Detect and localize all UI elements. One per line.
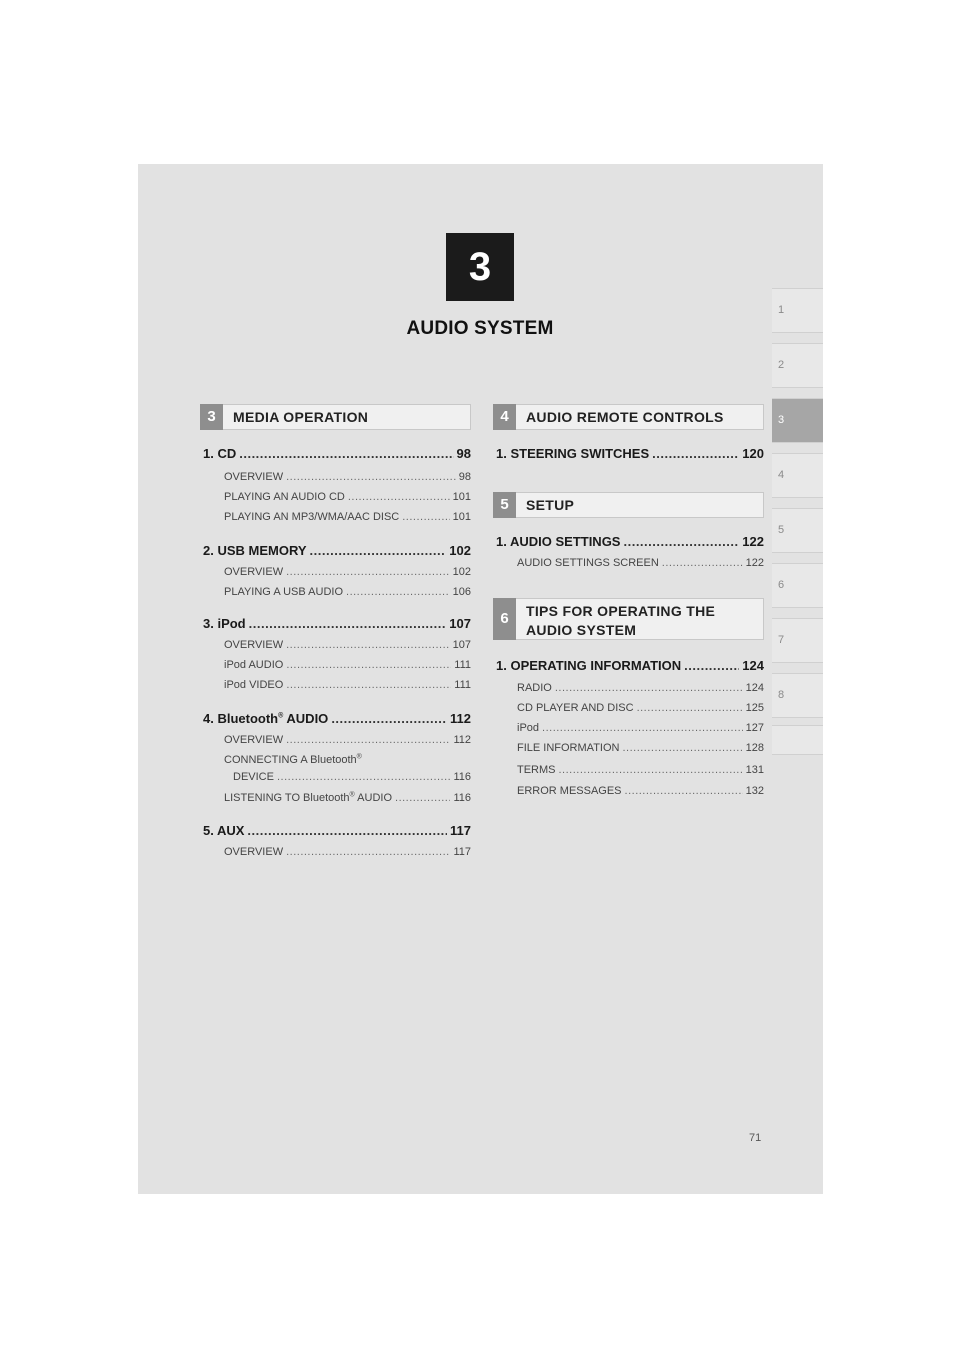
chapter-number-badge: 3 — [446, 233, 514, 301]
toc-entry-bluetooth-audio[interactable]: 4. Bluetooth® AUDIO ..... 112 — [203, 711, 471, 726]
section-number: 5 — [493, 492, 516, 518]
toc-entry-steering-switches[interactable]: 1. STEERING SWITCHES ..... 120 — [496, 446, 764, 461]
toc-entry-cd-player-and-disc[interactable]: CD PLAYER AND DISC ..... 125 — [517, 702, 764, 714]
chapter-tab-8[interactable]: 8 — [772, 673, 823, 718]
section-header-media-operation — [200, 404, 471, 430]
toc-entry-error-messages[interactable]: ERROR MESSAGES ..... 132 — [517, 785, 764, 797]
chapter-tab-5[interactable]: 5 — [772, 508, 823, 553]
toc-entry-audio-settings[interactable]: 1. AUDIO SETTINGS ..... 122 — [496, 534, 764, 549]
toc-entry-ipod-tips[interactable]: iPod ..... 127 — [517, 722, 764, 734]
toc-entry-playing-audio-cd[interactable]: PLAYING AN AUDIO CD ..... 101 — [224, 491, 471, 503]
toc-entry-bluetooth-overview[interactable]: OVERVIEW ..... 112 — [224, 734, 471, 746]
chapter-title: AUDIO SYSTEM — [406, 318, 554, 339]
section-title: AUDIO REMOTE CONTROLS — [526, 409, 724, 425]
toc-entry-radio[interactable]: RADIO ..... 124 — [517, 682, 764, 694]
chapter-tab-6[interactable]: 6 — [772, 563, 823, 608]
toc-entry-aux[interactable]: 5. AUX ..... 117 — [203, 823, 471, 838]
chapter-tab-7[interactable]: 7 — [772, 618, 823, 663]
section-title: TIPS FOR OPERATING THE AUDIO SYSTEM — [526, 603, 716, 638]
page-number: 71 — [749, 1132, 762, 1144]
toc-entry-ipod-audio[interactable]: iPod AUDIO ..... 111 — [224, 659, 471, 671]
toc-entry-listening-bluetooth-audio[interactable]: LISTENING TO Bluetooth® AUDIO ..... 116 — [224, 792, 471, 804]
chapter-tab-2[interactable]: 2 — [772, 343, 823, 388]
section-header-tips-for-operating — [493, 598, 764, 640]
toc-entry-playing-usb-audio[interactable]: PLAYING A USB AUDIO ..... 106 — [224, 586, 471, 598]
toc-entry-ipod[interactable]: 3. iPod ..... 107 — [203, 616, 471, 631]
toc-entry-connecting-bluetooth-device[interactable]: DEVICE ..... 116 — [233, 771, 471, 783]
toc-entry-connecting-bluetooth-line1[interactable]: CONNECTING A Bluetooth® — [224, 753, 362, 766]
chapter-tab-index[interactable] — [772, 725, 823, 755]
toc-entry-ipod-overview[interactable]: OVERVIEW ..... 107 — [224, 639, 471, 651]
section-title: MEDIA OPERATION — [233, 409, 369, 425]
chapter-tab-3[interactable]: 3 — [772, 398, 823, 443]
section-number: 4 — [493, 404, 516, 430]
toc-entry-ipod-video[interactable]: iPod VIDEO ..... 111 — [224, 679, 471, 691]
toc-entry-usb-memory[interactable]: 2. USB MEMORY ..... 102 — [203, 543, 471, 558]
section-number: 6 — [493, 598, 516, 640]
toc-entry-cd[interactable]: 1. CD ..... 98 — [203, 446, 471, 461]
toc-entry-file-information[interactable]: FILE INFORMATION ..... 128 — [517, 742, 764, 754]
toc-entry-usb-overview[interactable]: OVERVIEW ..... 102 — [224, 566, 471, 578]
toc-entry-cd-overview[interactable]: OVERVIEW ..... 98 — [224, 471, 471, 483]
toc-entry-audio-settings-screen[interactable]: AUDIO SETTINGS SCREEN ..... 122 — [517, 557, 764, 569]
toc-entry-aux-overview[interactable]: OVERVIEW ..... 117 — [224, 846, 471, 858]
chapter-tab-4[interactable]: 4 — [772, 453, 823, 498]
chapter-tab-1[interactable]: 1 — [772, 288, 823, 333]
section-header-setup — [493, 492, 764, 518]
section-title: SETUP — [526, 497, 575, 513]
toc-entry-operating-information[interactable]: 1. OPERATING INFORMATION ..... 124 — [496, 658, 764, 673]
toc-entry-terms[interactable]: TERMS ..... 131 — [517, 764, 764, 776]
section-number: 3 — [200, 404, 223, 430]
toc-entry-playing-mp3-disc[interactable]: PLAYING AN MP3/WMA/AAC DISC ..... 101 — [224, 511, 471, 523]
section-header-audio-remote-controls — [493, 404, 764, 430]
